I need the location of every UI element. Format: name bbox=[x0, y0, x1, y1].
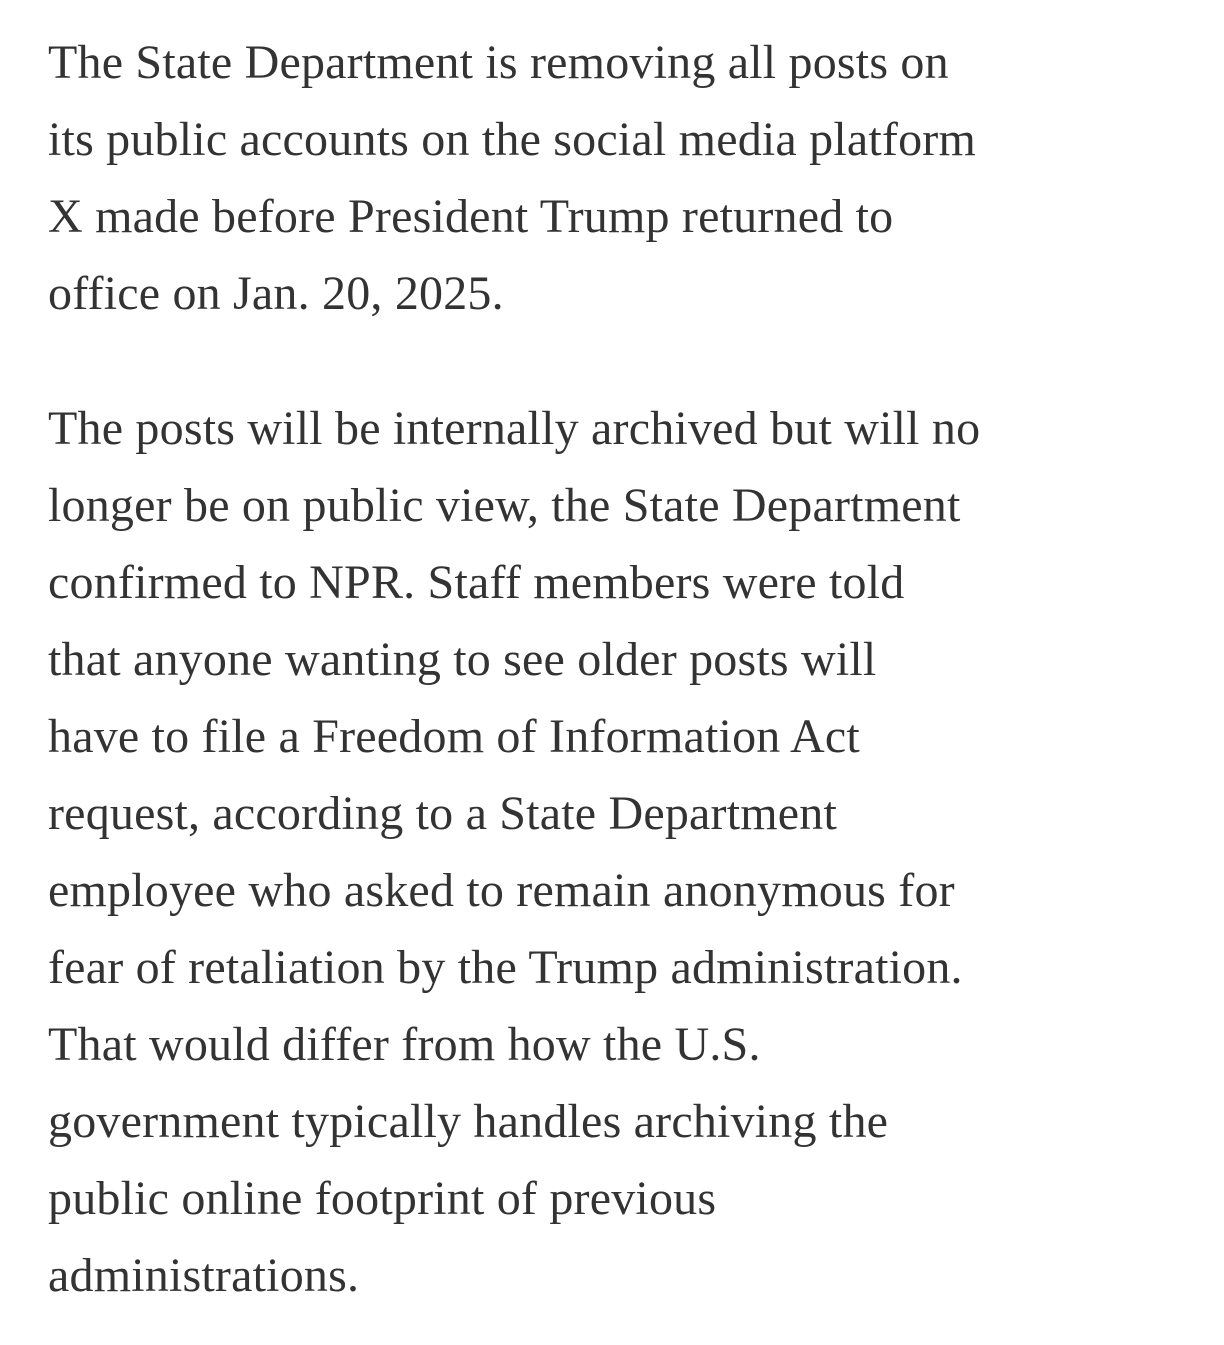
text-line: have to file a Freedom of Information Act bbox=[48, 710, 860, 763]
text-line: The posts will be internally archived but will no bbox=[48, 402, 981, 455]
text-line: confirmed to NPR. Staff members were told bbox=[48, 556, 905, 609]
text-line: office on Jan. 20, 2025. bbox=[48, 267, 504, 320]
text-line: its public accounts on the social media platform bbox=[48, 113, 977, 166]
text-line: The State Department is removing all posts on bbox=[48, 36, 949, 89]
paragraph bbox=[48, 24, 1184, 332]
text-line: employee who asked to remain anonymous for bbox=[48, 864, 955, 917]
paragraph bbox=[48, 390, 1184, 1314]
text-line: request, according to a State Department bbox=[48, 787, 838, 840]
text-line: that anyone wanting to see older posts will bbox=[48, 633, 877, 686]
text-line: public online footprint of previous bbox=[48, 1172, 717, 1225]
text-line: administrations. bbox=[48, 1249, 360, 1302]
text-line: fear of retaliation by the Trump administration. bbox=[48, 941, 963, 994]
text-line: That would differ from how the U.S. bbox=[48, 1018, 761, 1071]
text-line: government typically handles archiving the bbox=[48, 1095, 889, 1148]
text-line: X made before President Trump returned to bbox=[48, 190, 894, 243]
text-line: longer be on public view, the State Department bbox=[48, 479, 961, 532]
